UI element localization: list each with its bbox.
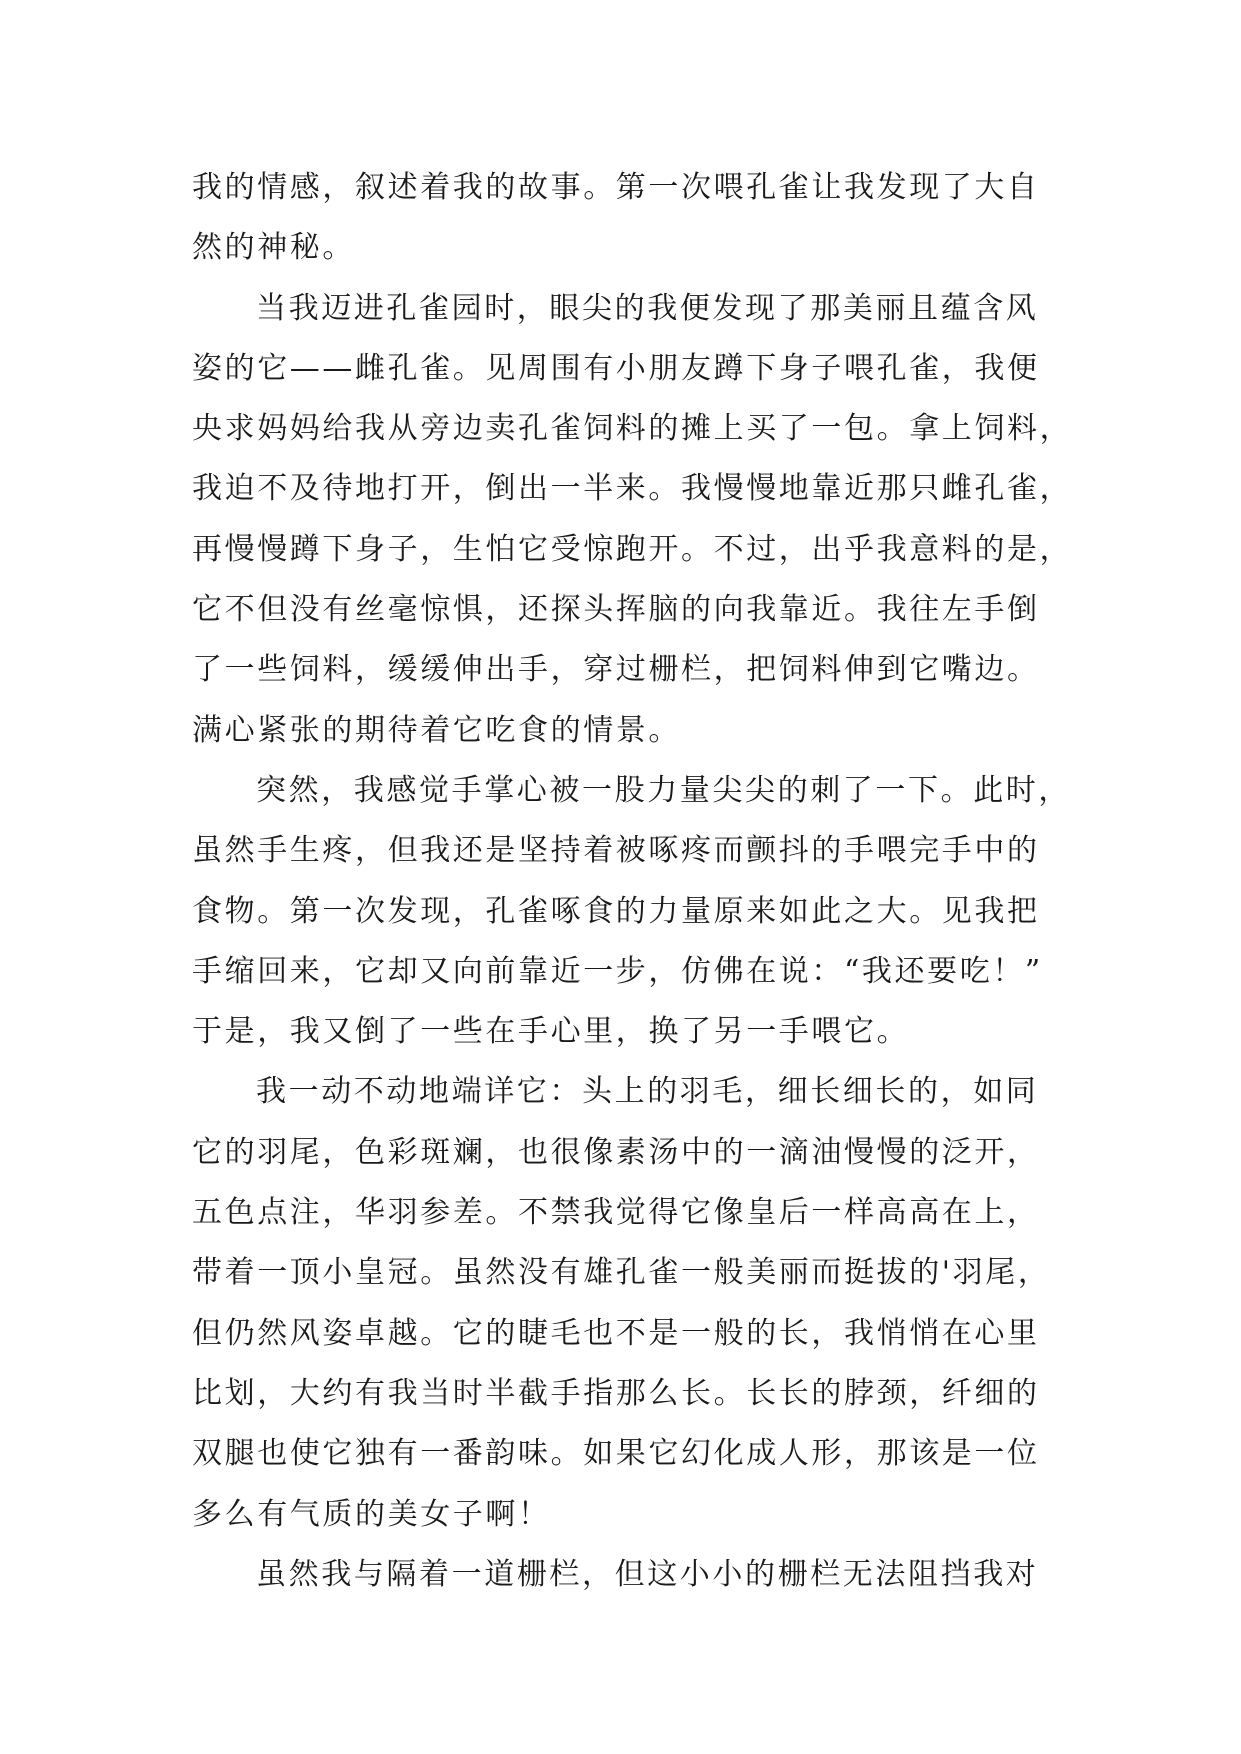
text-line: 我的情感，叙述着我的故事。第一次喂孔雀让我发现了大自 [192, 170, 1040, 205]
paragraph [192, 761, 1071, 1062]
text-line: 带着一顶小皇冠。虽然没有雄孔雀一般美丽而挺拔的'羽尾， [192, 1255, 1051, 1291]
text-line: 了一些饲料，缓缓伸出手，穿过栅栏，把饲料伸到它嘴边。 [192, 652, 1040, 688]
text-line: 再慢慢蹲下身子，生怕它受惊跑开。不过，出乎我意料的是， [192, 531, 1073, 567]
text-line: 当我迈进孔雀园时，眼尖的我便发现了那美丽且蕴含风 [256, 290, 1039, 326]
text-line: 满心紧张的期待着它吃食的情景。 [192, 712, 681, 748]
paragraph [192, 1062, 1052, 1544]
text-line: 它的羽尾，色彩斑斓，也很像素汤中的一滴油慢慢的泛开， [192, 1134, 1040, 1170]
paragraph [192, 1545, 1052, 1605]
text-line: 于是，我又倒了一些在手心里，换了另一手喂它。 [192, 1014, 910, 1050]
text-line: 比划，大约有我当时半截手指那么长。长长的脖颈，纤细的 [192, 1375, 1040, 1411]
text-line: 突然，我感觉手掌心被一股力量尖尖的刺了一下。此时， [256, 772, 1071, 808]
text-line: 央求妈妈给我从旁边卖孔雀饲料的摊上买了一包。拿上饲料， [192, 411, 1073, 447]
text-line: 手缩回来，它却又向前靠近一步，仿佛在说：“我还要吃！” [192, 953, 1043, 989]
text-line: 双腿也使它独有一番韵味。如果它幻化成人形，那该是一位 [192, 1436, 1040, 1472]
text-line: 多么有气质的美女子啊！ [192, 1496, 551, 1532]
text-line: 姿的它——雌孔雀。见周围有小朋友蹲下身子喂孔雀，我便 [192, 350, 1040, 386]
text-line: 但仍然风姿卓越。它的睫毛也不是一般的长，我悄悄在心里 [192, 1315, 1040, 1351]
text-line: 虽然我与隔着一道栅栏，但这小小的栅栏无法阻挡我对 [256, 1556, 1039, 1592]
text-line: 虽然手生疼，但我还是坚持着被啄疼而颤抖的手喂完手中的 [192, 833, 1040, 869]
text-line: 五色点注，华羽参差。不禁我觉得它像皇后一样高高在上， [192, 1195, 1040, 1231]
paragraph [192, 158, 1052, 279]
text-line: 我一动不动地端详它：头上的羽毛，细长细长的，如同 [256, 1074, 1039, 1110]
text-line: 然的神秘。 [192, 230, 355, 266]
text-line: 它不但没有丝毫惊惧，还探头挥脑的向我靠近。我往左手倒 [192, 592, 1040, 628]
paragraph [192, 279, 1073, 761]
document-body [192, 158, 1073, 1605]
text-line: 我迫不及待地打开，倒出一半来。我慢慢地靠近那只雌孔雀， [192, 471, 1073, 507]
text-line: 食物。第一次发现，孔雀啄食的力量原来如此之大。见我把 [192, 893, 1040, 929]
